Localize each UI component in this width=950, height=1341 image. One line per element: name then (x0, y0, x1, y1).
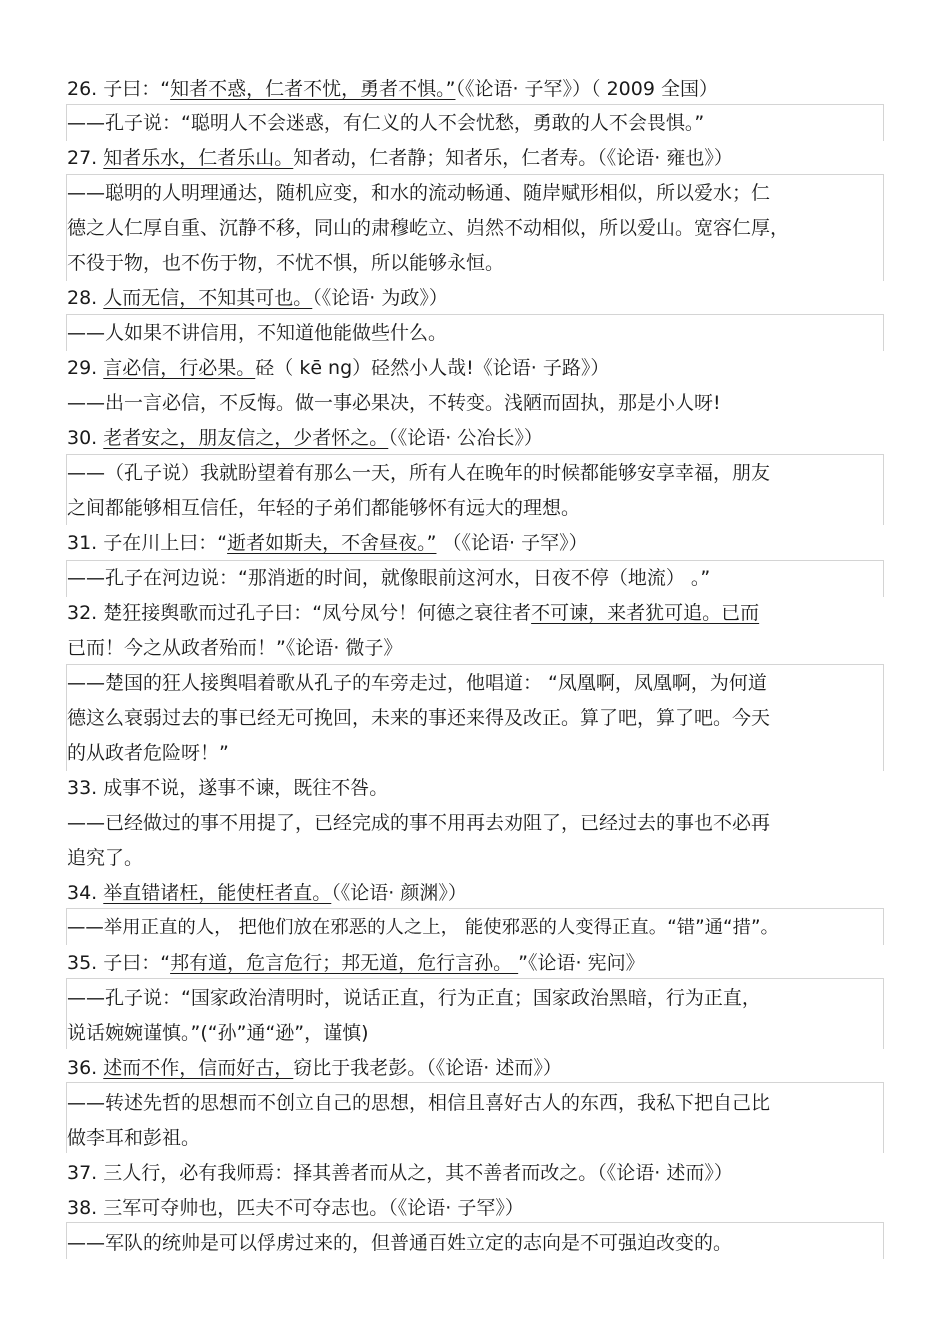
entry-quote: 老者安之，朋友信之，少者怀之。 (103, 427, 389, 449)
entry-27-translation-2: 德之人仁厚自重、沉静不移，同山的肃穆屹立、岿然不动相似，所以爱山。宽容仁厚， (67, 217, 790, 239)
entry-26-heading (67, 74, 718, 104)
entry-26-translation: ——孔子说：“聪明人不会迷惑，有仁义的人不会忧愁，勇敢的人不会畏惧。” (67, 112, 705, 134)
entry-27-translation-1: ——聪明的人明理通达，随机应变，和水的流动畅通、随岸赋形相似，所以爱水；仁 (67, 182, 771, 204)
entry-34-translation: ——举用正直的人， 把他们放在邪恶的人之上， 能使邪恶的人变得正直。“错”通“措”。 (67, 917, 779, 938)
entry-38-heading (67, 1193, 524, 1223)
entry-number: 29. (67, 357, 98, 379)
entry-text: 子曰：“ (103, 952, 171, 974)
entry-number: 30. (67, 427, 98, 449)
entry-number: 35. (67, 952, 98, 974)
entry-text: 子曰：“ (103, 78, 171, 100)
entry-quote: 不可谏，来者犹可追。已而 (531, 602, 760, 624)
entry-33-translation-1: ——已经做过的事不用提了，已经完成的事不用再去劝阻了，已经过去的事也不必再 (67, 812, 771, 834)
entry-text: 楚狂接舆歌而过孔子曰：“凤兮凤兮！何德之衰往者 (103, 602, 532, 624)
entry-34-heading (67, 878, 467, 908)
entry-29-translation: ——出一言必信，不反悔。做一事必果决，不转变。浅陋而固执，那是小人呀! (67, 392, 721, 414)
entry-number: 27. (67, 147, 98, 169)
entry-number: 34. (67, 882, 98, 904)
entry-text: 三人行，必有我师焉：择其善者而从之，其不善者而改之。（《论语· 述而》） (103, 1162, 733, 1184)
entry-quote: 述而不作，信而好古， (103, 1057, 294, 1079)
entry-37-heading (67, 1158, 733, 1188)
entry-27-heading (67, 143, 733, 173)
entry-28-heading (67, 283, 448, 313)
entry-30-translation-1: ——（孔子说）我就盼望着有那么一天，所有人在晚年的时候都能够安享幸福，朋友 (67, 462, 771, 484)
entry-31-heading (67, 528, 588, 558)
entry-quote: 知者乐水，仁者乐山。 (103, 147, 294, 169)
entry-source: ”《论语· 宪问》 (518, 952, 645, 974)
entry-quote: 举直错诸枉，能使枉者直。 (103, 882, 332, 904)
entry-source: （《论语· 子罕》） (436, 532, 588, 554)
entry-number: 36. (67, 1057, 98, 1079)
entry-35-translation-1: ——孔子说：“国家政治清明时，说话正直，行为正直；国家政治黑暗，行为正直， (67, 987, 761, 1009)
entry-number: 26. (67, 78, 98, 100)
entry-32-translation-2: 德这么衰弱过去的事已经无可挽回，未来的事还来得及改正。算了吧，算了吧。今天 (67, 707, 771, 729)
entry-quote: 人而无信，不知其可也。 (103, 287, 313, 309)
entry-text: 三军可夺帅也，匹夫不可夺志也。（《论语· 子罕》） (103, 1197, 524, 1219)
entry-number: 31. (67, 532, 98, 554)
entry-36-heading (67, 1053, 562, 1083)
entry-31-translation: ——孔子在河边说：“那消逝的时间，就像眼前这河水，日夜不停（地流） 。” (67, 567, 711, 589)
entry-38-translation: ——军队的统帅是可以俘虏过来的，但普通百姓立定的志向是不可强迫改变的。 (67, 1232, 733, 1254)
entry-text: 成事不说，遂事不谏，既往不咎。 (103, 777, 389, 799)
entry-32-translation-3: 的从政者危险呀！” (67, 742, 229, 764)
entry-text: 子在川上曰：“ (103, 532, 228, 554)
entry-source: （《论语· 为政》） (312, 287, 448, 309)
entry-source: 知者动，仁者静；知者乐，仁者寿。（《论语· 雍也》） (293, 147, 733, 169)
entry-36-translation-1: ——转述先哲的思想而不创立自己的思想，相信且喜好古人的东西，我私下把自己比 (67, 1092, 771, 1114)
entry-number: 33. (67, 777, 98, 799)
entry-30-translation-2: 之间都能够相互信任，年轻的子弟们都能够怀有远大的理想。 (67, 497, 581, 519)
entry-quote: 逝者如斯夫，不舍昼夜。” (227, 532, 437, 554)
entry-quote: 言必信，行必果。 (103, 357, 256, 379)
entry-source: （《论语· 子罕》）（ 2009 全国） (455, 78, 718, 100)
entry-number: 28. (67, 287, 98, 309)
entry-number: 37. (67, 1162, 98, 1184)
entry-source: 硁（ kē ng）硁然小人哉!《论语· 子路》） (255, 357, 610, 379)
entry-33-translation-2: 追究了。 (67, 847, 144, 869)
entry-number: 32. (67, 602, 98, 624)
entry-28-translation: ——人如果不讲信用，不知道他能做些什么。 (67, 322, 448, 344)
entry-33-heading (67, 773, 388, 803)
entry-number: 38. (67, 1197, 98, 1219)
entry-32-translation-1: ——楚国的狂人接舆唱着歌从孔子的车旁走过，他唱道： “凤凰啊，凤凰啊，为何道 (67, 672, 767, 694)
entry-32-heading (67, 598, 759, 628)
entry-27-translation-3: 不役于物，也不伤于物，不忧不惧，所以能够永恒。 (67, 252, 505, 274)
entry-30-heading (67, 423, 543, 453)
entry-source: （《论语· 公冶长》） (388, 427, 543, 449)
entry-quote: 知者不惑，仁者不忧，勇者不惧。” (170, 78, 456, 100)
entry-29-heading (67, 353, 609, 383)
entry-source: （《论语· 颜渊》） (331, 882, 467, 904)
entry-32-heading-cont: 已而！今之从政者殆而！”《论语· 微子》 (67, 637, 403, 659)
entry-source: 窃比于我老彭。（《论语· 述而》） (293, 1057, 562, 1079)
entry-36-translation-2: 做李耳和彭祖。 (67, 1127, 201, 1149)
entry-35-translation-2: 说话婉婉谨慎。”(“孙”通“逊”，谨慎) (67, 1022, 369, 1044)
entry-quote: 邦有道，危言危行；邦无道，危行言孙。 (170, 952, 519, 974)
entry-35-heading (67, 948, 645, 978)
